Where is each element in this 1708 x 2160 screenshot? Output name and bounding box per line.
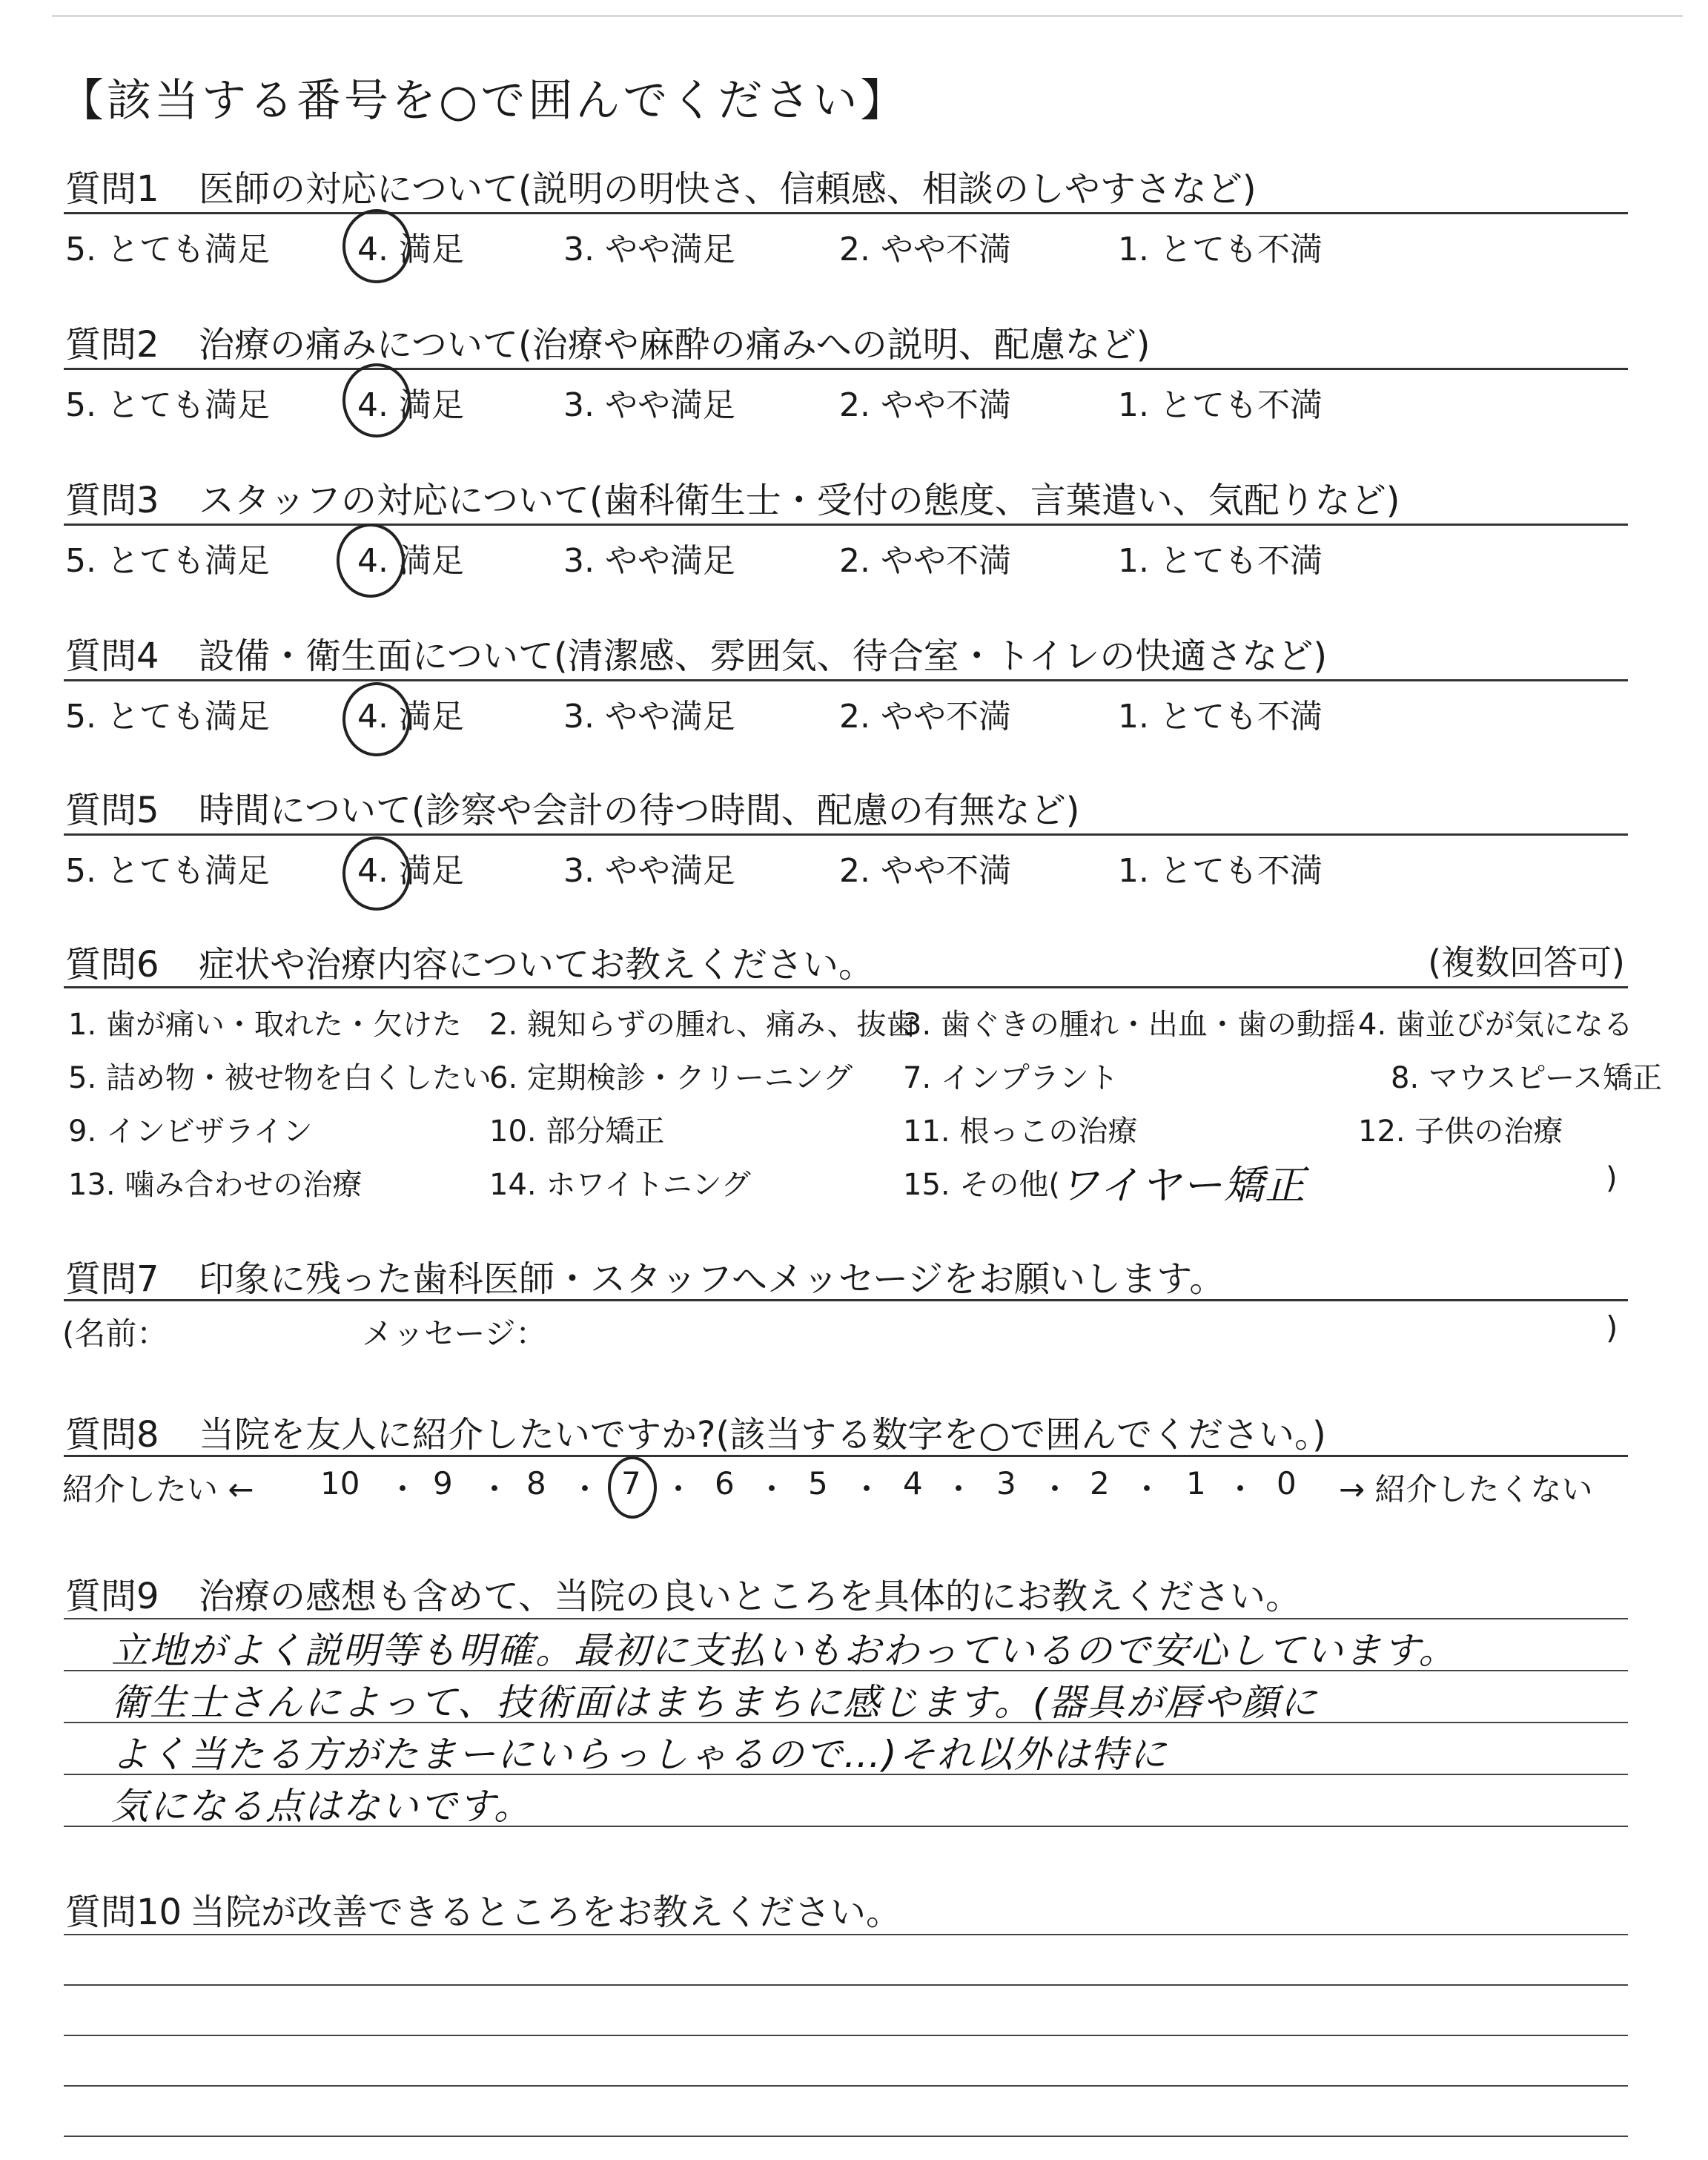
q4-option-1[interactable]: 1. とても不満 xyxy=(1118,698,1323,736)
q8-score-6[interactable]: 6 xyxy=(715,1465,735,1502)
q8-left-label: 紹介したい ← xyxy=(62,1471,254,1507)
q9-answer-line-2[interactable]: 衛生士さんによって、技術面はまちまちに感じます。(器具が唇や顔に xyxy=(111,1681,1319,1724)
q6-item-8[interactable]: 8. マウスピース矯正 xyxy=(1391,1061,1663,1095)
question-number: 質問2 xyxy=(65,324,159,366)
q8-score-10[interactable]: 10 xyxy=(320,1465,360,1502)
q2-option-4[interactable]: 4. 満足 xyxy=(357,386,464,424)
q2-selection-circle xyxy=(342,363,411,437)
q9-answer-line-3[interactable]: よく当たる方がたまーにいらっしゃるので…)それ以外は特に xyxy=(111,1733,1168,1776)
q6-item-15[interactable]: 15. その他( xyxy=(903,1168,1060,1202)
q6-item-7[interactable]: 7. インプラント xyxy=(903,1061,1119,1095)
q9-answer-line-1[interactable]: 立地がよく説明等も明確。最初に支払いもおわっているので安心しています。 xyxy=(111,1629,1457,1672)
q8-separator: ・ xyxy=(756,1471,788,1507)
q5-option-3[interactable]: 3. やや満足 xyxy=(563,852,735,890)
q8-score-7[interactable]: 7 xyxy=(621,1465,641,1502)
q6-item-13[interactable]: 13. 噛み合わせの治療 xyxy=(68,1168,363,1202)
q6-item-3[interactable]: 3. 歯ぐきの腫れ・出血・歯の動揺 xyxy=(903,1008,1356,1042)
question-number: 質問7 xyxy=(65,1258,159,1300)
writing-line[interactable] xyxy=(64,1984,1628,1986)
q8-separator: ・ xyxy=(569,1471,601,1507)
q8-separator: ・ xyxy=(1039,1471,1071,1507)
divider-line xyxy=(64,679,1628,681)
q7-message-label[interactable]: メッセージ： xyxy=(362,1315,547,1352)
q5-option-4[interactable]: 4. 満足 xyxy=(357,852,464,890)
question-text: 印象に残った歯科医師・スタッフへメッセージをお願いします。 xyxy=(199,1258,1225,1300)
q1-option-3[interactable]: 3. やや満足 xyxy=(563,231,735,268)
q8-separator: ・ xyxy=(663,1471,695,1507)
divider-line xyxy=(64,1455,1628,1457)
question-text: 医師の対応について(説明の明快さ、信頼感、相談のしやすさなど) xyxy=(199,168,1257,210)
question-text: 設備・衛生面について(清潔感、雰囲気、待合室・トイレの快適さなど) xyxy=(199,635,1328,677)
q7-name-label[interactable]: (名前： xyxy=(62,1315,168,1352)
q5-option-5[interactable]: 5. とても満足 xyxy=(65,852,270,890)
writing-line[interactable] xyxy=(64,1934,1628,1935)
q6-other-handwritten-answer[interactable]: ワイヤー矯正 xyxy=(1059,1162,1307,1209)
question-number: 質問5 xyxy=(65,790,159,831)
q8-separator: ・ xyxy=(943,1471,975,1507)
q4-option-2[interactable]: 2. やや不満 xyxy=(839,698,1011,736)
q4-option-3[interactable]: 3. やや満足 xyxy=(563,698,735,736)
question-text: 当院を友人に紹介したいですか?(該当する数字を○で囲んでください。) xyxy=(199,1414,1326,1456)
q6-item-4[interactable]: 4. 歯並びが気になる xyxy=(1358,1008,1633,1042)
q1-option-4[interactable]: 4. 満足 xyxy=(357,231,464,268)
question-text: 治療の感想も含めて、当院の良いところを具体的にお教えください。 xyxy=(199,1576,1302,1617)
q8-score-8[interactable]: 8 xyxy=(526,1465,546,1502)
page-top-border xyxy=(52,15,1683,17)
question-7-title xyxy=(65,1250,1225,1301)
q5-option-1[interactable]: 1. とても不満 xyxy=(1118,852,1323,890)
q3-option-3[interactable]: 3. やや満足 xyxy=(563,542,735,580)
q8-score-0[interactable]: 0 xyxy=(1277,1465,1297,1502)
question-number: 質問3 xyxy=(65,480,159,521)
divider-line xyxy=(64,368,1628,370)
question-number: 質問6 xyxy=(65,944,159,985)
q8-selection-circle xyxy=(608,1456,657,1519)
question-number: 質問1 xyxy=(65,168,159,210)
q6-item-14[interactable]: 14. ホワイトニング xyxy=(489,1168,751,1202)
q6-item-5[interactable]: 5. 詰め物・被せ物を白くしたい xyxy=(68,1061,491,1095)
q1-option-5[interactable]: 5. とても満足 xyxy=(65,231,270,268)
divider-line xyxy=(64,986,1628,988)
q6-item-10[interactable]: 10. 部分矯正 xyxy=(489,1114,665,1149)
page-instruction-header: 【該当する番号を○で囲んでください】 xyxy=(59,75,908,127)
q8-score-3[interactable]: 3 xyxy=(996,1465,1016,1502)
q1-option-1[interactable]: 1. とても不満 xyxy=(1118,231,1323,268)
q4-option-4[interactable]: 4. 満足 xyxy=(357,698,464,736)
q8-separator: ・ xyxy=(1225,1471,1257,1507)
q3-option-1[interactable]: 1. とても不満 xyxy=(1118,542,1323,580)
question-4-title xyxy=(65,627,1327,678)
question-number: 質問10 xyxy=(65,1892,182,1933)
question-text: 時間について(診察や会計の待つ時間、配慮の有無など) xyxy=(199,790,1080,831)
q6-other-close-paren: ) xyxy=(1606,1161,1618,1195)
q2-option-5[interactable]: 5. とても満足 xyxy=(65,386,270,424)
multiple-answers-note: (複数回答可) xyxy=(1428,942,1625,982)
divider-line xyxy=(64,212,1628,214)
q4-option-5[interactable]: 5. とても満足 xyxy=(65,698,270,736)
question-text: 当院が改善できるところをお教えください。 xyxy=(190,1892,902,1933)
q8-score-5[interactable]: 5 xyxy=(808,1465,828,1502)
q8-score-4[interactable]: 4 xyxy=(903,1465,923,1502)
question-9-title xyxy=(65,1568,1301,1619)
q4-selection-circle xyxy=(342,682,411,756)
question-number: 質問8 xyxy=(65,1414,159,1456)
divider-line xyxy=(64,524,1628,526)
q2-option-2[interactable]: 2. やや不満 xyxy=(839,386,1011,424)
q3-option-5[interactable]: 5. とても満足 xyxy=(65,542,270,580)
question-number: 質問4 xyxy=(65,635,159,677)
q6-item-12[interactable]: 12. 子供の治療 xyxy=(1358,1114,1563,1149)
question-3-title xyxy=(65,472,1400,523)
q9-answer-line-4[interactable]: 気になる点はないです。 xyxy=(111,1785,532,1828)
writing-line xyxy=(64,1722,1628,1723)
q5-selection-circle xyxy=(342,836,411,911)
divider-line xyxy=(64,1299,1628,1301)
q1-option-2[interactable]: 2. やや不満 xyxy=(839,231,1011,268)
q6-item-9[interactable]: 9. インビザライン xyxy=(68,1114,313,1149)
q6-item-2[interactable]: 2. 親知らずの腫れ、痛み、抜歯 xyxy=(489,1008,916,1042)
q3-option-4[interactable]: 4. 満足 xyxy=(357,542,464,580)
question-text: スタッフの対応について(歯科衛生士・受付の態度、言葉遣い、気配りなど) xyxy=(199,480,1400,521)
q8-score-2[interactable]: 2 xyxy=(1090,1465,1110,1502)
q7-close-paren: ) xyxy=(1606,1309,1618,1346)
q6-item-11[interactable]: 11. 根っこの治療 xyxy=(903,1114,1138,1149)
q1-selection-circle xyxy=(342,209,411,283)
q8-separator: ・ xyxy=(1131,1471,1163,1507)
q8-right-label: → 紹介したくない xyxy=(1339,1471,1593,1507)
question-2-title xyxy=(65,316,1151,367)
q5-option-2[interactable]: 2. やや不満 xyxy=(839,852,1011,890)
writing-line xyxy=(64,1670,1628,1671)
writing-line[interactable] xyxy=(64,2136,1628,2137)
q8-score-9[interactable]: 9 xyxy=(433,1465,453,1502)
q8-separator: ・ xyxy=(851,1471,883,1507)
q3-selection-circle xyxy=(337,524,405,598)
divider-line xyxy=(64,833,1628,836)
q8-separator: ・ xyxy=(479,1471,511,1507)
q8-score-1[interactable]: 1 xyxy=(1186,1465,1206,1502)
q8-separator: ・ xyxy=(387,1471,419,1507)
question-5-title xyxy=(65,782,1080,833)
writing-line[interactable] xyxy=(64,2085,1628,2087)
writing-line[interactable] xyxy=(64,2035,1628,2036)
question-text: 症状や治療内容についてお教えください。 xyxy=(199,944,875,985)
writing-line xyxy=(64,1774,1628,1775)
question-text: 治療の痛みについて(治療や麻酔の痛みへの説明、配慮など) xyxy=(199,324,1151,366)
question-8-title xyxy=(65,1406,1326,1457)
q2-option-3[interactable]: 3. やや満足 xyxy=(563,386,735,424)
question-number: 質問9 xyxy=(65,1576,159,1617)
question-6-title xyxy=(65,936,874,987)
q6-item-6[interactable]: 6. 定期検診・クリーニング xyxy=(489,1061,853,1095)
writing-line xyxy=(64,1826,1628,1827)
q6-item-1[interactable]: 1. 歯が痛い・取れた・欠けた xyxy=(68,1008,462,1042)
question-1-title xyxy=(65,160,1257,211)
writing-line xyxy=(64,1618,1628,1619)
q2-option-1[interactable]: 1. とても不満 xyxy=(1118,386,1323,424)
q3-option-2[interactable]: 2. やや不満 xyxy=(839,542,1011,580)
question-10-title xyxy=(65,1883,901,1935)
